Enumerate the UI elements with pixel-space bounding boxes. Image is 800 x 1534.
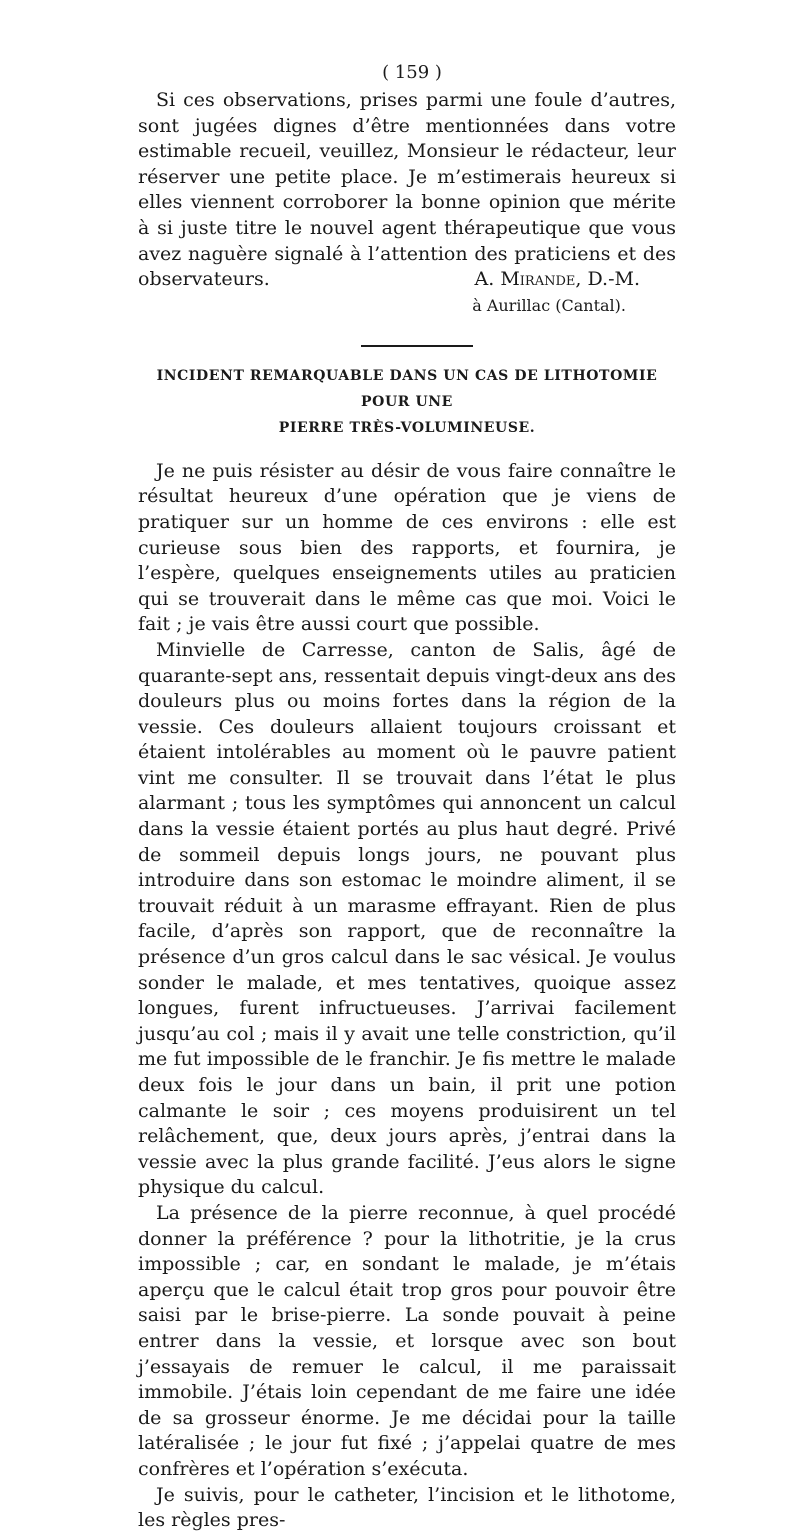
section-title	[138, 363, 676, 441]
body-paragraph-1: Je ne puis résister au désir de vous faire connaître le résultat heureux d’une opération que je viens de pratiquer sur un homme de ces environs : elle est curieuse sous bien des rapports, et fournira, je l’espère, quelques enseignements utiles au praticien qui se trouverait dans le même cas que moi. Voici le fait ; je vais être aussi court que possible.	[138, 459, 676, 636]
body-paragraph-2: Minvielle de Carresse, canton de Salis, âgé de quarante-sept ans, ressentait depuis vingt-deux ans des douleurs plus ou moins fortes dans la région de la vessie. Ces douleurs allaient toujours croissant et étaient intolérables au moment où le pauvre patient vint me consulter. Il se trouvait dans l’état le plus alarmant ; tous les symptômes qui annoncent un calcul dans la vessie étaient portés au plus haut degré. Privé de sommeil depuis longs jours, ne pouvant plus introduire dans son estomac le moindre aliment, il se trouvait réduit à un marasme effrayant. Rien de plus facile, d’après son rapport, que de reconnaître la présence d’un gros calcul dans le sac vésical. Je voulus sonder le malade, et mes tentatives, quoique assez longues, furent infructueuses. J’arrivai facilement jusqu’au col ; mais il y avait une telle constriction, qu’il me fut impossible de le franchir. Je fis mettre le malade deux fois le jour dans un bain, il prit une potion calmante le soir ; ces moyens produisirent un tel relâchement, que, deux jours après, j’entrai dans la vessie avec la plus grande facilité. J’eus alors le signe physique du calcul.	[138, 638, 676, 1199]
body-paragraph-3: La présence de la pierre reconnue, à quel procédé donner la préférence ? pour la lithotritie, je la crus impossible ; car, en sondant le malade, je m’étais aperçu que le calcul était trop gros pour pouvoir être saisi par le brise-pierre. La sonde pouvait à peine entrer dans la vessie, et lorsque avec son bout j’essayais de remuer le calcul, il me paraissait immobile. J’étais loin cependant de me faire une idée de sa grosseur énorme. Je me décidai pour la taille latéralisée ; le jour fut fixé ; j’appelai quatre de mes confrères et l’opération s’exécuta.	[138, 1201, 676, 1480]
book-page	[138, 62, 676, 1534]
signature-location: à Aurillac (Cantal).	[472, 295, 626, 315]
section-divider	[361, 345, 473, 347]
signature-title: , D.-M.	[575, 268, 640, 291]
section-title-line-2: PIERRE TRÈS-VOLUMINEUSE.	[278, 419, 536, 436]
intro-paragraph: Si ces observations, prises parmi une foule d’autres, sont jugées dignes d’être mentionnées dans votre estimable recueil, veuillez, Monsieur le rédacteur, leur réserver une petite place. Je m’estimerais heureux si elles viennent corroborer la bonne opinion que mérite à si juste titre le nouvel agent thérapeutique que vous avez naguère signalé à l’attention des praticiens et des observateurs.	[138, 89, 676, 291]
section-title-line-1: INCIDENT REMARQUABLE DANS UN CAS DE LITHOTOMIE POUR UNE	[156, 367, 658, 410]
signature-author: A. Mirande	[474, 268, 576, 291]
body-paragraph-4: Je suivis, pour le catheter, l’incision et le lithotome, les règles pres-	[138, 1483, 676, 1532]
page-number: ( 159 )	[382, 62, 442, 83]
article-body	[138, 459, 676, 1534]
